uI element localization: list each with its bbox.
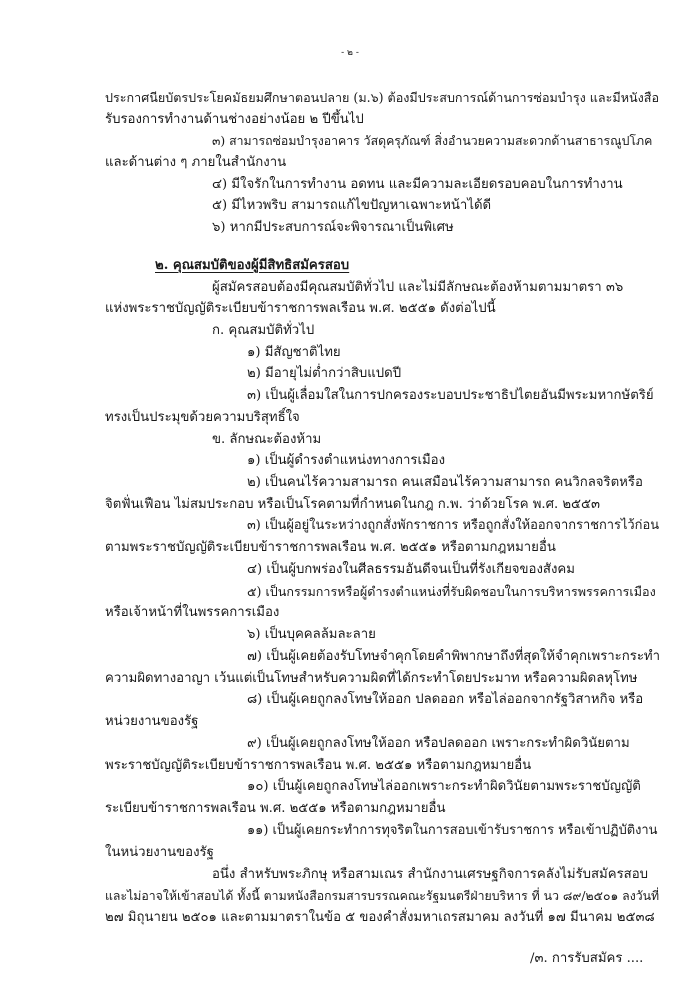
text-line: จิตฟั่นเฟือน ไม่สมประกอบ หรือเป็นโรคตามที่กำหนดในกฎ ก.พ. ว่าด้วยโรค พ.ศ. ๒๕๕๓	[105, 497, 601, 512]
text-line: ๓) สามารถซ่อมบำรุงอาคาร วัสดุครุภัณฑ์ สิ่งอำนวยความสะดวกด้านสาธารณูปโภค	[212, 134, 653, 148]
text-line: ระเบียบข้าราชการพลเรือน พ.ศ. ๒๕๕๑ หรือตามกฎหมายอื่น	[105, 801, 446, 816]
text-line: ๘) เป็นผู้เคยถูกลงโทษให้ออก ปลดออก หรือไล่ออกจากรัฐวิสาหกิจ หรือ	[247, 692, 644, 707]
text-line: และด้านต่าง ๆ ภายในสำนักงาน	[105, 155, 287, 170]
text-line: ในหน่วยงานของรัฐ	[105, 845, 214, 860]
text-line: ผู้สมัครสอบต้องมีคุณสมบัติทั่วไป และไม่มีลักษณะต้องห้ามตามมาตรา ๓๖	[212, 280, 624, 295]
text-line: ทรงเป็นประมุขด้วยความบริสุทธิ์ใจ	[105, 410, 300, 425]
text-line: หน่วยงานของรัฐ	[105, 714, 199, 729]
text-line: ๑) เป็นผู้ดำรงตำแหน่งทางการเมือง	[247, 453, 446, 468]
text-line: ๑๑) เป็นผู้เคยกระทำการทุจริตในการสอบเข้ารับราชการ หรือเข้าปฏิบัติงาน	[247, 823, 658, 838]
text-line: แห่งพระราชบัญญัติระเบียบข้าราชการพลเรือน พ.ศ. ๒๕๕๑ ดังต่อไปนี้	[105, 301, 496, 316]
text-line: ๒๗ มิถุนายน ๒๕๐๑ และตามมาตราในข้อ ๕ ของคำสั่งมหาเถรสมาคม ลงวันที่ ๑๗ มีนาคม ๒๕๓๘	[105, 910, 655, 925]
text-line: ๑) มีสัญชาติไทย	[247, 345, 341, 360]
text-line: ๕) เป็นกรรมการหรือผู้ดำรงตำแหน่งที่รับผิดชอบในการบริหารพรรคการเมือง	[247, 584, 656, 599]
text-line: ๙) เป็นผู้เคยถูกลงโทษให้ออก หรือปลดออก เพราะกระทำผิดวินัยตาม	[247, 736, 630, 751]
text-line: ๓) เป็นผู้อยู่ในระหว่างถูกสั่งพักราชการ หรือถูกสั่งให้ออกจากราชการไว้ก่อน	[247, 518, 660, 533]
text-line: ๔) เป็นผู้บกพร่องในศีลธรรมอันดีจนเป็นที่รังเกียจของสังคม	[247, 562, 575, 577]
subsection-heading: ก. คุณสมบัติทั่วไป	[212, 323, 315, 338]
text-line: พระราชบัญญัติระเบียบข้าราชการพลเรือน พ.ศ. ๒๕๕๑ หรือตามกฎหมายอื่น	[105, 758, 532, 773]
text-line: รับรองการทำงานด้านช่างอย่างน้อย ๒ ปีขึ้นไป	[105, 112, 364, 127]
text-line: ๑๐) เป็นผู้เคยถูกลงโทษไล่ออกเพราะกระทำผิดวินัยตามพระราชบัญญัติ	[247, 779, 641, 794]
text-line: ความผิดทางอาญา เว้นแต่เป็นโทษสำหรับความผิดที่ได้กระทำโดยประมาท หรือความผิดลหุโทษ	[105, 671, 638, 686]
text-line: ๒) มีอายุไม่ต่ำกว่าสิบแปดปี	[247, 366, 402, 381]
text-line: ๖) เป็นบุคคลล้มละลาย	[247, 627, 376, 642]
page-number: - ๒ -	[341, 48, 359, 58]
text-line: ๗) เป็นผู้เคยต้องรับโทษจำคุกโดยคำพิพากษาถึงที่สุดให้จำคุกเพราะกระทำ	[247, 649, 661, 664]
text-line: ๖) หากมีประสบการณ์จะพิจารณาเป็นพิเศษ	[212, 220, 454, 235]
text-line: ตามพระราชบัญญัติระเบียบข้าราชการพลเรือน พ.ศ. ๒๕๕๑ หรือตามกฎหมายอื่น	[105, 540, 556, 555]
text-line: และไม่อาจให้เข้าสอบได้ ทั้งนี้ ตามหนังสือกรมสารบรรณคณะรัฐมนตรีฝ่ายบริหาร ที่ นว ๘๙/๒๕๐๑ ลงวันที่	[105, 889, 660, 903]
text-line: ประกาศนียบัตรประโยคมัธยมศึกษาตอนปลาย (ม.๖) ต้องมีประสบการณ์ด้านการซ่อมบำรุง และมีหนังสือ	[105, 90, 660, 105]
text-line: ๓) เป็นผู้เลื่อมใสในการปกครองระบอบประชาธิปไตยอันมีพระมหากษัตริย์	[247, 388, 654, 403]
text-line: ๒) เป็นคนไร้ความสามารถ คนเสมือนไร้ความสามารถ คนวิกลจริตหรือ	[247, 475, 643, 490]
section-heading: ๒. คุณสมบัติของผู้มีสิทธิสมัครสอบ	[155, 258, 350, 273]
subsection-heading: ข. ลักษณะต้องห้าม	[212, 432, 322, 447]
text-line: อนึ่ง สำหรับพระภิกษุ หรือสามเณร สำนักงานเศรษฐกิจการคลังไม่รับสมัครสอบ	[212, 867, 648, 882]
text-line: ๔) มีใจรักในการทำงาน อดทน และมีความละเอียดรอบคอบในการทำงาน	[212, 177, 623, 192]
text-line: ๕) มีไหวพริบ สามารถแก้ไขปัญหาเฉพาะหน้าได้ดี	[212, 198, 492, 213]
continuation-note: /๓. การรับสมัคร ....	[530, 951, 644, 966]
text-line: หรือเจ้าหน้าที่ในพรรคการเมือง	[105, 605, 280, 620]
